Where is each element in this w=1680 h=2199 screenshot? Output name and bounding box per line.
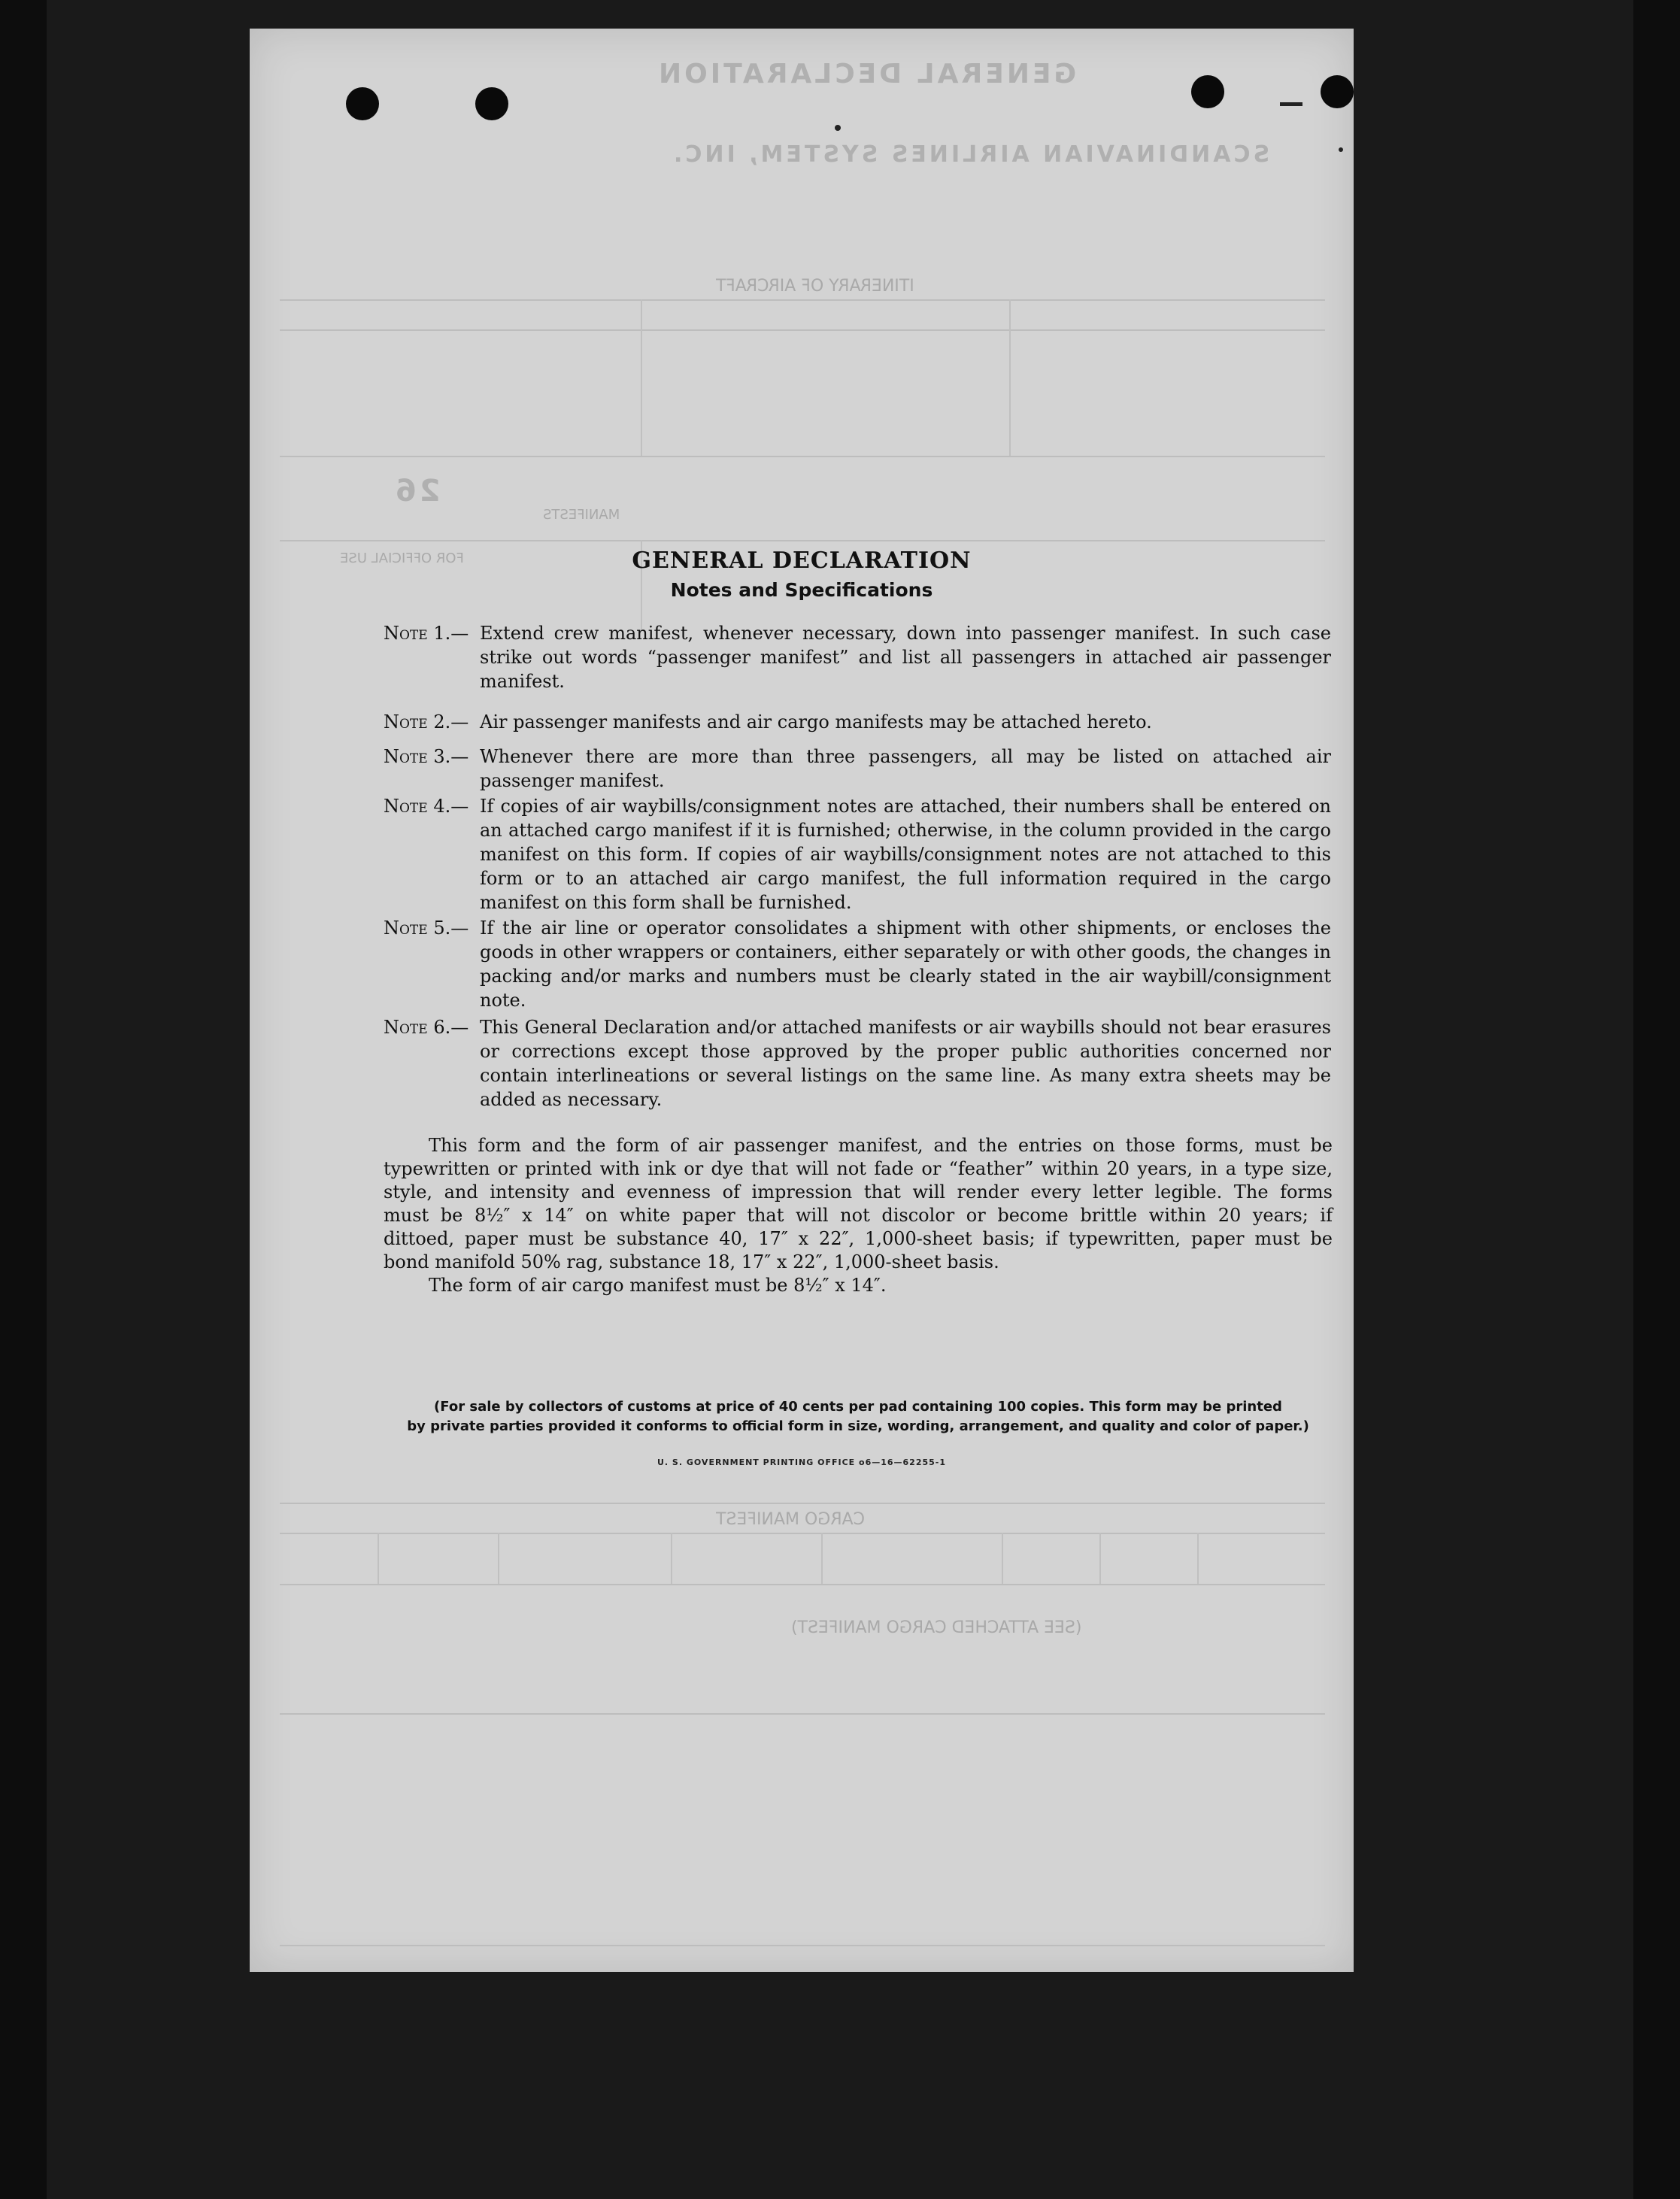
page-subtitle: Notes and Specifications [670, 579, 933, 601]
note-label: Note 6.— [384, 1017, 469, 1038]
form-requirements-paragraph [384, 1134, 1333, 1297]
sale-notice-line: by private parties provided it conforms to official form in size, wording, arrangement, and quality and color of paper.) [407, 1418, 1309, 1434]
ink-mark [1339, 147, 1343, 152]
note-6 [384, 1015, 1331, 1112]
bleed-vrule [1002, 1533, 1003, 1584]
bleed-vrule [498, 1533, 499, 1584]
sale-notice [384, 1397, 1333, 1436]
punch-hole-right-2 [1321, 75, 1354, 108]
bleed-vrule [1197, 1533, 1199, 1584]
note-label: Note 2.— [384, 711, 469, 732]
paragraph-line: must be 8½″ x 14″ on white paper that will not discolor or become brittle within 20 years; if [384, 1205, 1333, 1226]
punch-hole-left-2 [475, 87, 508, 120]
paragraph-line: typewritten or printed with ink or dye that will not fade or “feather” within 20 years, in a type size, [384, 1158, 1333, 1179]
bleed-rule [280, 1533, 1325, 1534]
bleed-vrule [378, 1533, 379, 1584]
bleed-official-use-label: FOR OFFICIAL USE [340, 551, 464, 566]
punch-hole-left-1 [346, 87, 379, 120]
note-1 [384, 621, 1331, 693]
bleed-operator-line: SCANDINAVIAN AIRLINES SYSTEM, INC. [671, 141, 1270, 168]
note-text: Extend crew manifest, whenever necessary, down into passenger manifest. In such case strike out words “passenger manifest” and list all passengers in attached air passenger manifest. [480, 623, 1331, 692]
bleed-rule [280, 456, 1325, 457]
bleed-rule [280, 299, 1325, 301]
paragraph-line: This form and the form of air passenger manifest, and the entries on those forms, must be [429, 1135, 1333, 1156]
paragraph-line: style, and intensity and evenness of impression that will render every letter legible. The forms [384, 1181, 1333, 1203]
printing-office-imprint: U. S. GOVERNMENT PRINTING OFFICE o6—16—62255-1 [657, 1457, 947, 1467]
page-title: GENERAL DECLARATION [632, 547, 972, 574]
cargo-size-note: The form of air cargo manifest must be 8½″ x 14″. [429, 1275, 887, 1296]
note-text: If copies of air waybills/consignment notes are attached, their numbers shall be entered on an attached cargo manifest if it is furnished; otherwise, in the column provided in the cargo manifest on this form. If copies of air waybills/consignment notes are not attached to this form or to an attached air cargo manifest, the full information required in the cargo manifest on this form shall be furnished. [480, 796, 1331, 913]
paragraph-line: dittoed, paper must be substance 40, 17″ x 22″, 1,000-sheet basis; if typewritten, paper must be [384, 1228, 1333, 1249]
bleed-handwritten-number: 26 [393, 474, 441, 508]
bleed-rule [280, 1945, 1325, 1946]
bleed-rule [280, 1503, 1325, 1504]
ink-mark [835, 125, 841, 131]
bleed-vrule [821, 1533, 823, 1584]
bleed-rule [280, 540, 1325, 541]
note-text: This General Declaration and/or attached manifests or air waybills should not bear erasures or corrections except those approved by the proper public authorities concerned nor contain interlineations or several listings on the same line. As many extra sheets may be added as necessary. [480, 1017, 1331, 1110]
bleed-vrule [671, 1533, 672, 1584]
bleed-manifests-label: MANIFESTS [543, 507, 620, 523]
note-label: Note 1.— [384, 623, 469, 644]
ink-mark [1280, 102, 1302, 106]
note-label: Note 3.— [384, 746, 469, 767]
note-3 [384, 745, 1331, 793]
note-text: Air passenger manifests and air cargo manifests may be attached hereto. [480, 711, 1152, 732]
bleed-rule [280, 1584, 1325, 1585]
note-4 [384, 794, 1331, 914]
punch-hole-right-1 [1191, 75, 1224, 108]
bleed-vrule [1009, 299, 1011, 456]
bleed-cargo-manifest-heading: CARGO MANIFEST [716, 1510, 865, 1529]
note-text: Whenever there are more than three passengers, all may be listed on attached air passenger manifest. [480, 746, 1331, 791]
note-label: Note 5.— [384, 918, 469, 939]
bleed-itinerary-heading: ITINERARY OF AIRCRAFT [716, 277, 914, 296]
bleed-vrule [641, 299, 642, 456]
document-page [250, 29, 1354, 1972]
note-label: Note 4.— [384, 796, 469, 817]
note-text: If the air line or operator consolidates a shipment with other shipments, or encloses the goods in other wrappers or containers, either separately or with other goods, the changes in packing and/or marks and numbers must be clearly stated in the air waybill/consignment note. [480, 918, 1331, 1011]
bleed-vrule [1099, 1533, 1101, 1584]
bleed-rule [280, 329, 1325, 331]
paragraph-line: bond manifold 50% rag, substance 18, 17″ x 22″, 1,000-sheet basis. [384, 1251, 999, 1272]
sale-notice-line: (For sale by collectors of customs at price of 40 cents per pad containing 100 copies. This form may be printed [434, 1399, 1282, 1415]
bleed-cargo-attached-label: (SEE ATTACHED CARGO MANIFEST) [791, 1618, 1082, 1637]
note-2 [384, 710, 1331, 734]
bleed-rule [280, 1713, 1325, 1715]
bleed-header-title: GENERAL DECLARATION [656, 59, 1077, 89]
note-5 [384, 916, 1331, 1012]
